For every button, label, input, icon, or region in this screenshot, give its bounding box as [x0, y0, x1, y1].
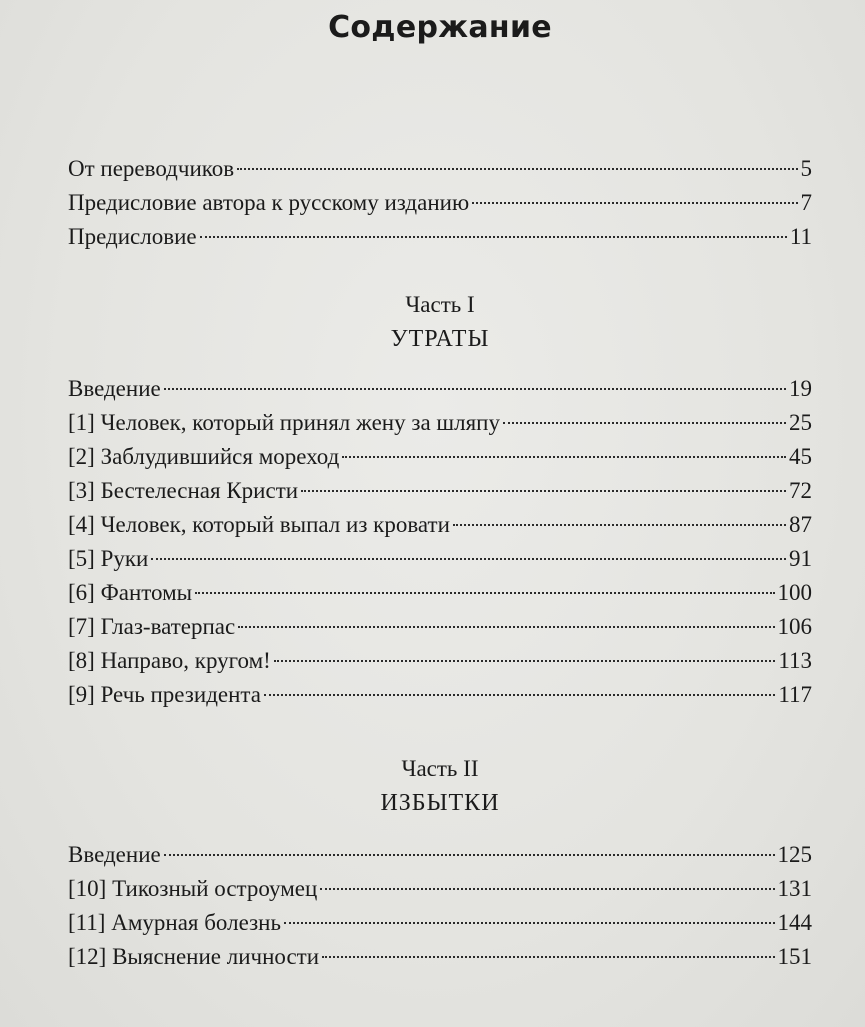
toc-entry-page: 117 — [778, 682, 812, 707]
toc-entry-page: 45 — [789, 444, 812, 469]
toc-entry-page: 144 — [777, 910, 812, 935]
part-label: Часть II — [401, 756, 479, 781]
toc-entry-page: 25 — [789, 410, 812, 435]
toc-entry-page: 19 — [789, 376, 812, 401]
toc-entry-label: Введение — [68, 376, 161, 401]
toc-entry — [68, 406, 812, 440]
dot-leader — [453, 524, 786, 526]
toc-entry — [68, 644, 812, 678]
dot-leader — [151, 558, 786, 560]
dot-leader — [164, 388, 786, 390]
toc-entry-label: [8] Направо, кругом! — [68, 648, 271, 673]
toc-entry-page: 5 — [800, 156, 812, 181]
page-title: Содержание — [328, 10, 552, 45]
toc-entry-label: От переводчиков — [68, 156, 235, 181]
toc-entry-page: 87 — [789, 512, 812, 537]
dot-leader — [284, 922, 775, 924]
toc-entry-page: 113 — [778, 648, 812, 673]
dot-leader — [274, 660, 776, 662]
toc-entry — [68, 372, 812, 406]
toc-entry-page: 131 — [777, 876, 812, 901]
toc-entry-label: Предисловие — [68, 224, 197, 249]
toc-entry-page: 125 — [777, 842, 812, 867]
part-title: ИЗБЫТКИ — [380, 790, 500, 816]
toc-entry-page: 151 — [777, 944, 812, 969]
dot-leader — [301, 490, 786, 492]
dot-leader — [503, 422, 786, 424]
toc-entry — [68, 440, 812, 474]
toc-entry-label: [4] Человек, который выпал из кровати — [68, 512, 450, 537]
toc-entry-label: [11] Амурная болезнь — [68, 910, 281, 935]
toc-entry-label: [5] Руки — [68, 546, 149, 571]
part-label: Часть I — [405, 292, 475, 317]
toc-entry-label: [1] Человек, который принял жену за шляпу — [68, 410, 500, 435]
toc-entry — [68, 220, 812, 254]
toc-entry — [68, 610, 812, 644]
toc-entry — [68, 152, 812, 186]
toc-entry-label: [6] Фантомы — [68, 580, 193, 605]
part-title: УТРАТЫ — [390, 326, 490, 352]
dot-leader — [237, 168, 797, 170]
dot-leader — [342, 456, 786, 458]
toc-entry-label: Введение — [68, 842, 161, 867]
toc-entry — [68, 940, 812, 974]
toc-entry-label: [3] Бестелесная Кристи — [68, 478, 299, 503]
toc-entry — [68, 906, 812, 940]
dot-leader — [322, 956, 774, 958]
toc-entry — [68, 838, 812, 872]
toc-entry-label: [10] Тикозный остроумец — [68, 876, 318, 901]
toc-entry-page: 7 — [800, 190, 812, 215]
dot-leader — [164, 854, 775, 856]
toc-entry-page: 72 — [789, 478, 812, 503]
dot-leader — [264, 694, 775, 696]
toc-entry — [68, 186, 812, 220]
toc-entry — [68, 474, 812, 508]
dot-leader — [200, 236, 787, 238]
toc-entry-label: Предисловие автора к русскому изданию — [68, 190, 470, 215]
dot-leader — [195, 592, 774, 594]
dot-leader — [472, 202, 797, 204]
toc-entry-page: 100 — [777, 580, 812, 605]
toc-entry-page: 11 — [789, 224, 812, 249]
toc-entry — [68, 576, 812, 610]
toc-entry — [68, 542, 812, 576]
toc-entry-label: [9] Речь президента — [68, 682, 261, 707]
toc-entry — [68, 678, 812, 712]
toc-entry-label: [7] Глаз-ватерпас — [68, 614, 236, 639]
dot-leader — [320, 888, 774, 890]
toc-entry-label: [2] Заблудившийся мореход — [68, 444, 340, 469]
toc-entry — [68, 872, 812, 906]
toc-entry-page: 91 — [789, 546, 812, 571]
toc-entry — [68, 508, 812, 542]
toc-entry-page: 106 — [777, 614, 812, 639]
dot-leader — [238, 626, 774, 628]
toc-entry-label: [12] Выяснение личности — [68, 944, 320, 969]
